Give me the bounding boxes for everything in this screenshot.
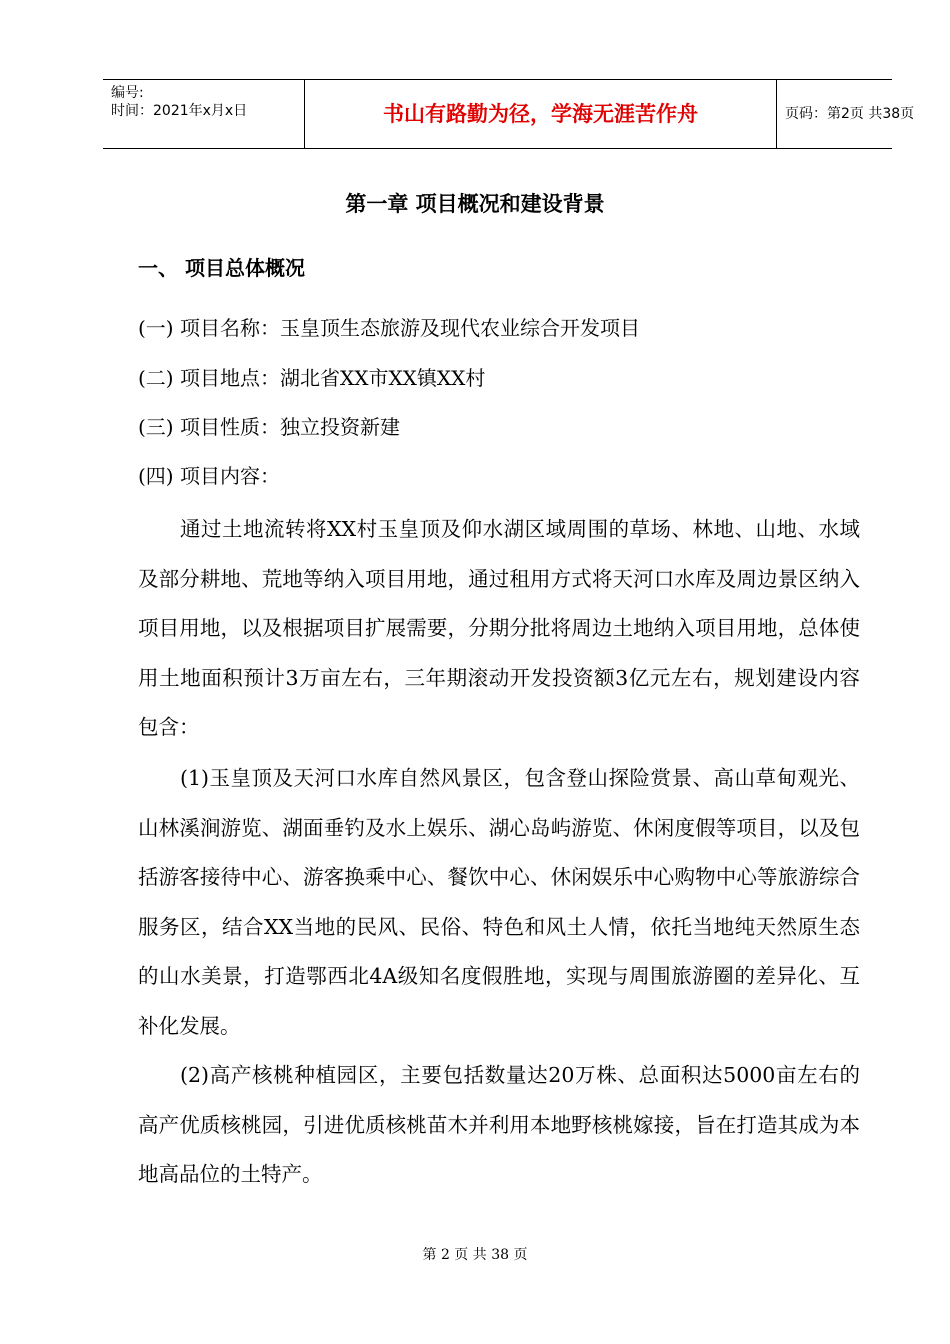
header-page-label: 页码：第2页 共38页 <box>785 106 915 122</box>
header-motto: 书山有路勤为径，学海无涯苦作舟 <box>304 80 777 148</box>
item-project-location: (二) 项目地点：湖北省XX市XX镇XX村 <box>138 366 486 390</box>
page-header <box>103 79 915 149</box>
item-project-content: (四) 项目内容： <box>138 464 280 488</box>
section-title: 一、 项目总体概况 <box>138 256 305 280</box>
paragraph-walnut-park: (2)高产核桃种植园区，主要包括数量达20万株、总面积达5000亩左右的高产优质核桃园，引进优质核桃苗木并利用本地野核桃嫁接，旨在打造其成为本地高品位的土特产。 <box>138 1063 860 1186</box>
date-label: 时间：2021年x月x日 <box>111 103 248 119</box>
header-meta <box>103 80 304 148</box>
paragraph-scenic-area: (1)玉皇顶及天河口水库自然风景区，包含登山探险赏景、高山草甸观光、山林溪涧游览、湖面垂钓及水上娱乐、湖心岛屿游览、休闲度假等项目，以及包括游客接待中心、游客换乘中心、餐饮中心、休闲娱乐中心购物中心等旅游综合服务区，结合XX当地的民风、民俗、特色和风土人情，依托当地纯天然原生态的山水美景，打造鄂西北4A级知名度假胜地，实现与周围旅游圈的差异化、互补化发展。 <box>138 766 860 1038</box>
item-project-nature: (三) 项目性质：独立投资新建 <box>138 415 400 439</box>
paragraph-overview: 通过土地流转将XX村玉皇顶及仰水湖区域周围的草场、林地、山地、水域及部分耕地、荒地等纳入项目用地，通过租用方式将天河口水库及周边景区纳入项目用地，以及根据项目扩展需要，分期分批将周边土地纳入项目用地，总体使用土地面积预计3万亩左右，三年期滚动开发投资额3亿元左右，规划建设内容包含： <box>138 517 860 739</box>
page-footer: 第 2 页 共 38 页 <box>422 1247 528 1263</box>
chapter-title: 第一章 项目概况和建设背景 <box>345 191 605 216</box>
item-project-name: (一) 项目名称：玉皇顶生态旅游及现代农业综合开发项目 <box>138 316 640 340</box>
number-label: 编号: <box>111 85 144 101</box>
